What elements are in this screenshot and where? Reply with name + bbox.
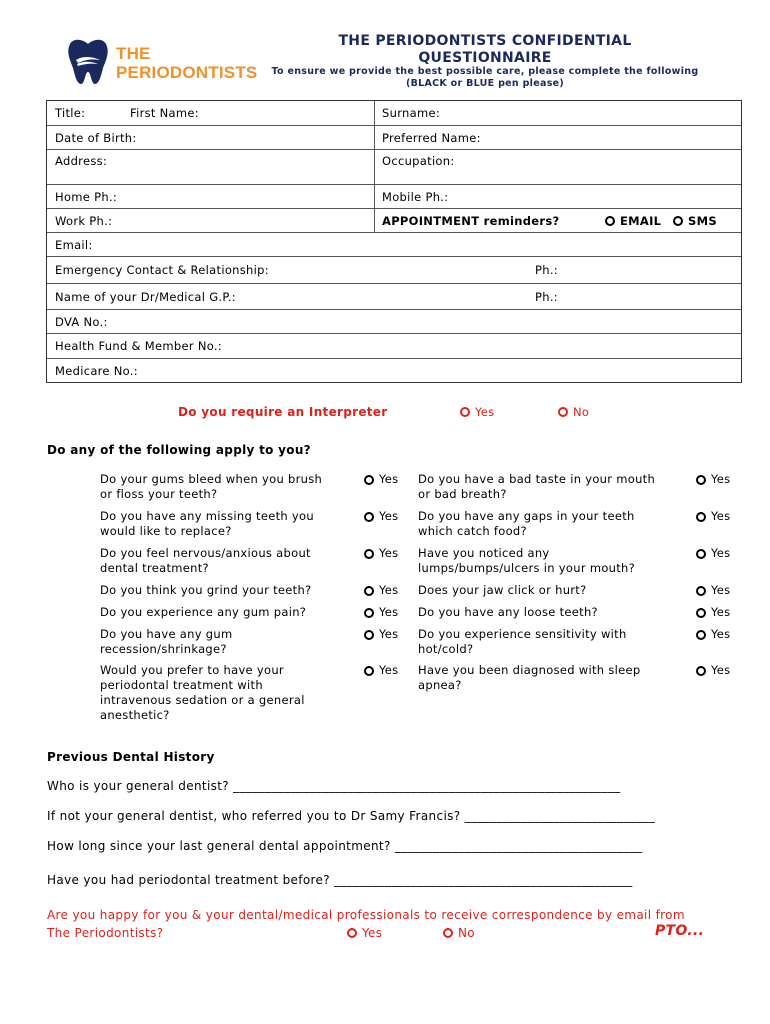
row-address [47,150,741,185]
email-field[interactable]: Email: [55,237,93,252]
row-name [47,101,741,126]
symptom-yes-option-right-2[interactable] [696,509,730,526]
symptom-yes-option-left-6[interactable] [364,627,398,644]
reminder-sms-label: SMS [688,213,717,228]
symptom-question-right-5 [418,605,688,620]
symptom-yes-label: Yes [711,663,731,677]
interpreter-yes-option[interactable] [460,405,494,420]
radio-icon [347,928,357,938]
symptom-yes-label: Yes [711,472,731,486]
radio-icon [364,512,374,522]
symptom-question-right-1 [418,472,688,502]
symptom-yes-label: Yes [379,663,399,677]
consent-yes-label: Yes [362,926,383,940]
referrer-field[interactable]: If not your general dentist, who referred you to Dr Samy Francis? ______________________________ [47,809,656,823]
emergency-phone-field[interactable]: Ph.: [535,263,558,277]
symptom-question-line: Do you experience any gum pain? [100,605,307,619]
row-emergency [47,257,741,284]
subtitle-line2: (BLACK or BLUE pen please) [405,78,565,89]
emergency-contact-field[interactable]: Emergency Contact & Relationship: [55,263,269,277]
symptom-yes-option-left-3[interactable] [364,546,398,563]
gp-name-field[interactable]: Name of your Dr/Medical G.P.: [55,289,236,304]
dva-field[interactable]: DVA No.: [55,314,108,329]
symptom-yes-option-right-5[interactable] [696,605,730,622]
symptom-yes-option-left-4[interactable] [364,583,398,600]
symptom-question-line: Have you noticed any [418,546,550,560]
first-name-field[interactable]: First Name: [130,106,199,120]
symptom-yes-option-left-1[interactable] [364,472,398,489]
radio-icon [696,666,706,676]
medicare-field[interactable]: Medicare No.: [55,364,138,378]
work-phone-field[interactable]: Work Ph.: [55,213,113,228]
symptom-question-line: lumps/bumps/ulcers in your mouth? [418,561,636,575]
previous-treatment-field[interactable]: Have you had periodontal treatment before? _______________________________________________ [47,873,633,887]
radio-icon [558,407,568,417]
symptom-question-line: or floss your teeth? [100,487,218,501]
health-fund-field[interactable]: Health Fund & Member No.: [55,339,222,353]
radio-icon [364,630,374,640]
symptom-question-line: Do you think you grind your teeth? [100,583,312,597]
interpreter-no-label: No [573,405,590,419]
reminder-email-option[interactable] [595,209,661,232]
symptom-yes-option-right-4[interactable] [696,583,730,600]
symptom-question-line: anesthetic? [100,708,170,722]
page-subtitle [255,66,715,90]
symptom-question-line: Have you been diagnosed with sleep [418,663,641,677]
row-health-fund [47,334,741,359]
symptom-yes-option-left-5[interactable] [364,605,398,622]
dob-field[interactable]: Date of Birth: [55,130,137,145]
radio-icon [696,630,706,640]
tooth-logo-icon [66,38,110,86]
symptom-yes-label: Yes [379,627,399,641]
logo-line1: THE [116,44,151,63]
symptom-yes-label: Yes [711,509,731,523]
symptom-question-left-2 [100,509,350,539]
symptom-yes-label: Yes [379,509,399,523]
radio-icon [696,549,706,559]
symptom-question-line: Do you have any gum [100,627,233,641]
interpreter-no-option[interactable] [558,405,589,420]
surname-field[interactable]: Surname: [382,106,441,120]
radio-icon [364,549,374,559]
appointment-reminders-label: APPOINTMENT reminders? [382,213,560,228]
address-field[interactable]: Address: [55,154,108,168]
symptom-yes-option-left-2[interactable] [364,509,398,526]
symptom-yes-label: Yes [711,583,731,597]
row-dva [47,310,741,334]
symptom-question-line: would like to replace? [100,524,232,538]
symptom-question-left-1 [100,472,350,502]
symptom-question-line: Do you have a bad taste in your mouth [418,472,656,486]
home-phone-field[interactable]: Home Ph.: [55,189,118,204]
consent-no-option[interactable] [443,926,475,941]
last-appointment-field[interactable]: How long since your last general dental appointment? _______________________________________ [47,839,643,853]
consent-yes-option[interactable] [347,926,382,941]
row-work [47,209,741,233]
symptom-question-line: Do you have any missing teeth you [100,509,314,523]
symptom-question-left-6 [100,627,350,657]
symptoms-heading: Do any of the following apply to you? [47,443,311,457]
interpreter-question: Do you require an Interpreter [178,405,388,419]
symptom-yes-option-right-1[interactable] [696,472,730,489]
symptom-question-line: Do you experience sensitivity with [418,627,627,641]
reminder-sms-option[interactable] [665,209,717,232]
symptom-question-right-4 [418,583,688,598]
radio-icon [696,512,706,522]
symptom-yes-option-right-6[interactable] [696,627,730,644]
row-dob [47,126,741,150]
page-title [255,33,715,67]
symptom-question-left-5 [100,605,350,620]
history-heading: Previous Dental History [47,750,215,764]
symptom-question-line: dental treatment? [100,561,209,575]
symptom-question-line: Do you feel nervous/anxious about [100,546,311,560]
interpreter-yes-label: Yes [475,405,495,419]
symptom-yes-option-right-3[interactable] [696,546,730,563]
radio-icon [443,928,453,938]
logo-line2: PERIODONTISTS [116,63,258,82]
symptom-question-right-7 [418,663,688,693]
symptom-question-right-3 [418,546,688,576]
symptom-yes-label: Yes [711,627,731,641]
reminder-email-label: EMAIL [620,213,662,228]
subtitle-line1: To ensure we provide the best possible care, please complete the following [271,66,699,77]
gp-phone-field[interactable]: Ph.: [535,289,558,304]
mobile-phone-field[interactable]: Mobile Ph.: [382,189,449,204]
row-medicare [47,359,741,383]
radio-icon [696,586,706,596]
symptom-yes-option-right-7[interactable] [696,663,730,680]
radio-icon [605,216,615,226]
title-field[interactable]: Title: [55,106,86,120]
consent-no-label: No [458,926,475,940]
symptom-question-line: Do your gums bleed when you brush [100,472,323,486]
radio-icon [364,475,374,485]
symptom-question-line: Does your jaw click or hurt? [418,583,587,597]
row-phone [47,185,741,209]
row-email [47,233,741,257]
please-turn-over: PTO... [655,923,705,939]
radio-icon [364,608,374,618]
symptom-question-line: intravenous sedation or a general [100,693,305,707]
email-consent-question: Are you happy for you & your dental/medical professionals to receive correspondence by email from [47,908,685,922]
radio-icon [364,666,374,676]
symptom-question-right-2 [418,509,688,539]
symptom-question-line: which catch food? [418,524,527,538]
radio-icon [696,608,706,618]
radio-icon [696,475,706,485]
symptom-question-line: Would you prefer to have your [100,663,284,677]
symptom-yes-label: Yes [379,605,399,619]
symptom-question-line: recession/shrinkage? [100,642,227,656]
symptom-question-left-7 [100,663,350,723]
logo [66,38,258,98]
symptom-yes-label: Yes [379,472,399,486]
general-dentist-field[interactable]: Who is your general dentist? _____________________________________________________________ [47,779,621,793]
symptom-yes-label: Yes [379,546,399,560]
symptom-yes-label: Yes [379,583,399,597]
symptom-question-line: Do you have any loose teeth? [418,605,598,619]
symptom-yes-label: Yes [711,546,731,560]
email-consent-question-line2: The Periodontists? [47,926,164,940]
symptom-question-line: Do you have any gaps in your teeth [418,509,635,523]
radio-icon [460,407,470,417]
symptom-question-right-6 [418,627,688,657]
symptom-question-line: or bad breath? [418,487,507,501]
symptom-question-line: hot/cold? [418,642,474,656]
symptom-question-line: apnea? [418,678,462,692]
symptom-question-left-3 [100,546,350,576]
symptom-question-left-4 [100,583,350,598]
title-line2: QUESTIONNAIRE [418,50,552,66]
symptom-yes-option-left-7[interactable] [364,663,398,680]
occupation-field[interactable]: Occupation: [382,154,455,168]
personal-details-table [46,100,742,383]
radio-icon [673,216,683,226]
row-gp [47,284,741,310]
symptom-question-line: periodontal treatment with [100,678,263,692]
title-line1: THE PERIODONTISTS CONFIDENTIAL [338,33,632,49]
preferred-name-field[interactable]: Preferred Name: [382,130,481,145]
radio-icon [364,586,374,596]
symptom-yes-label: Yes [711,605,731,619]
